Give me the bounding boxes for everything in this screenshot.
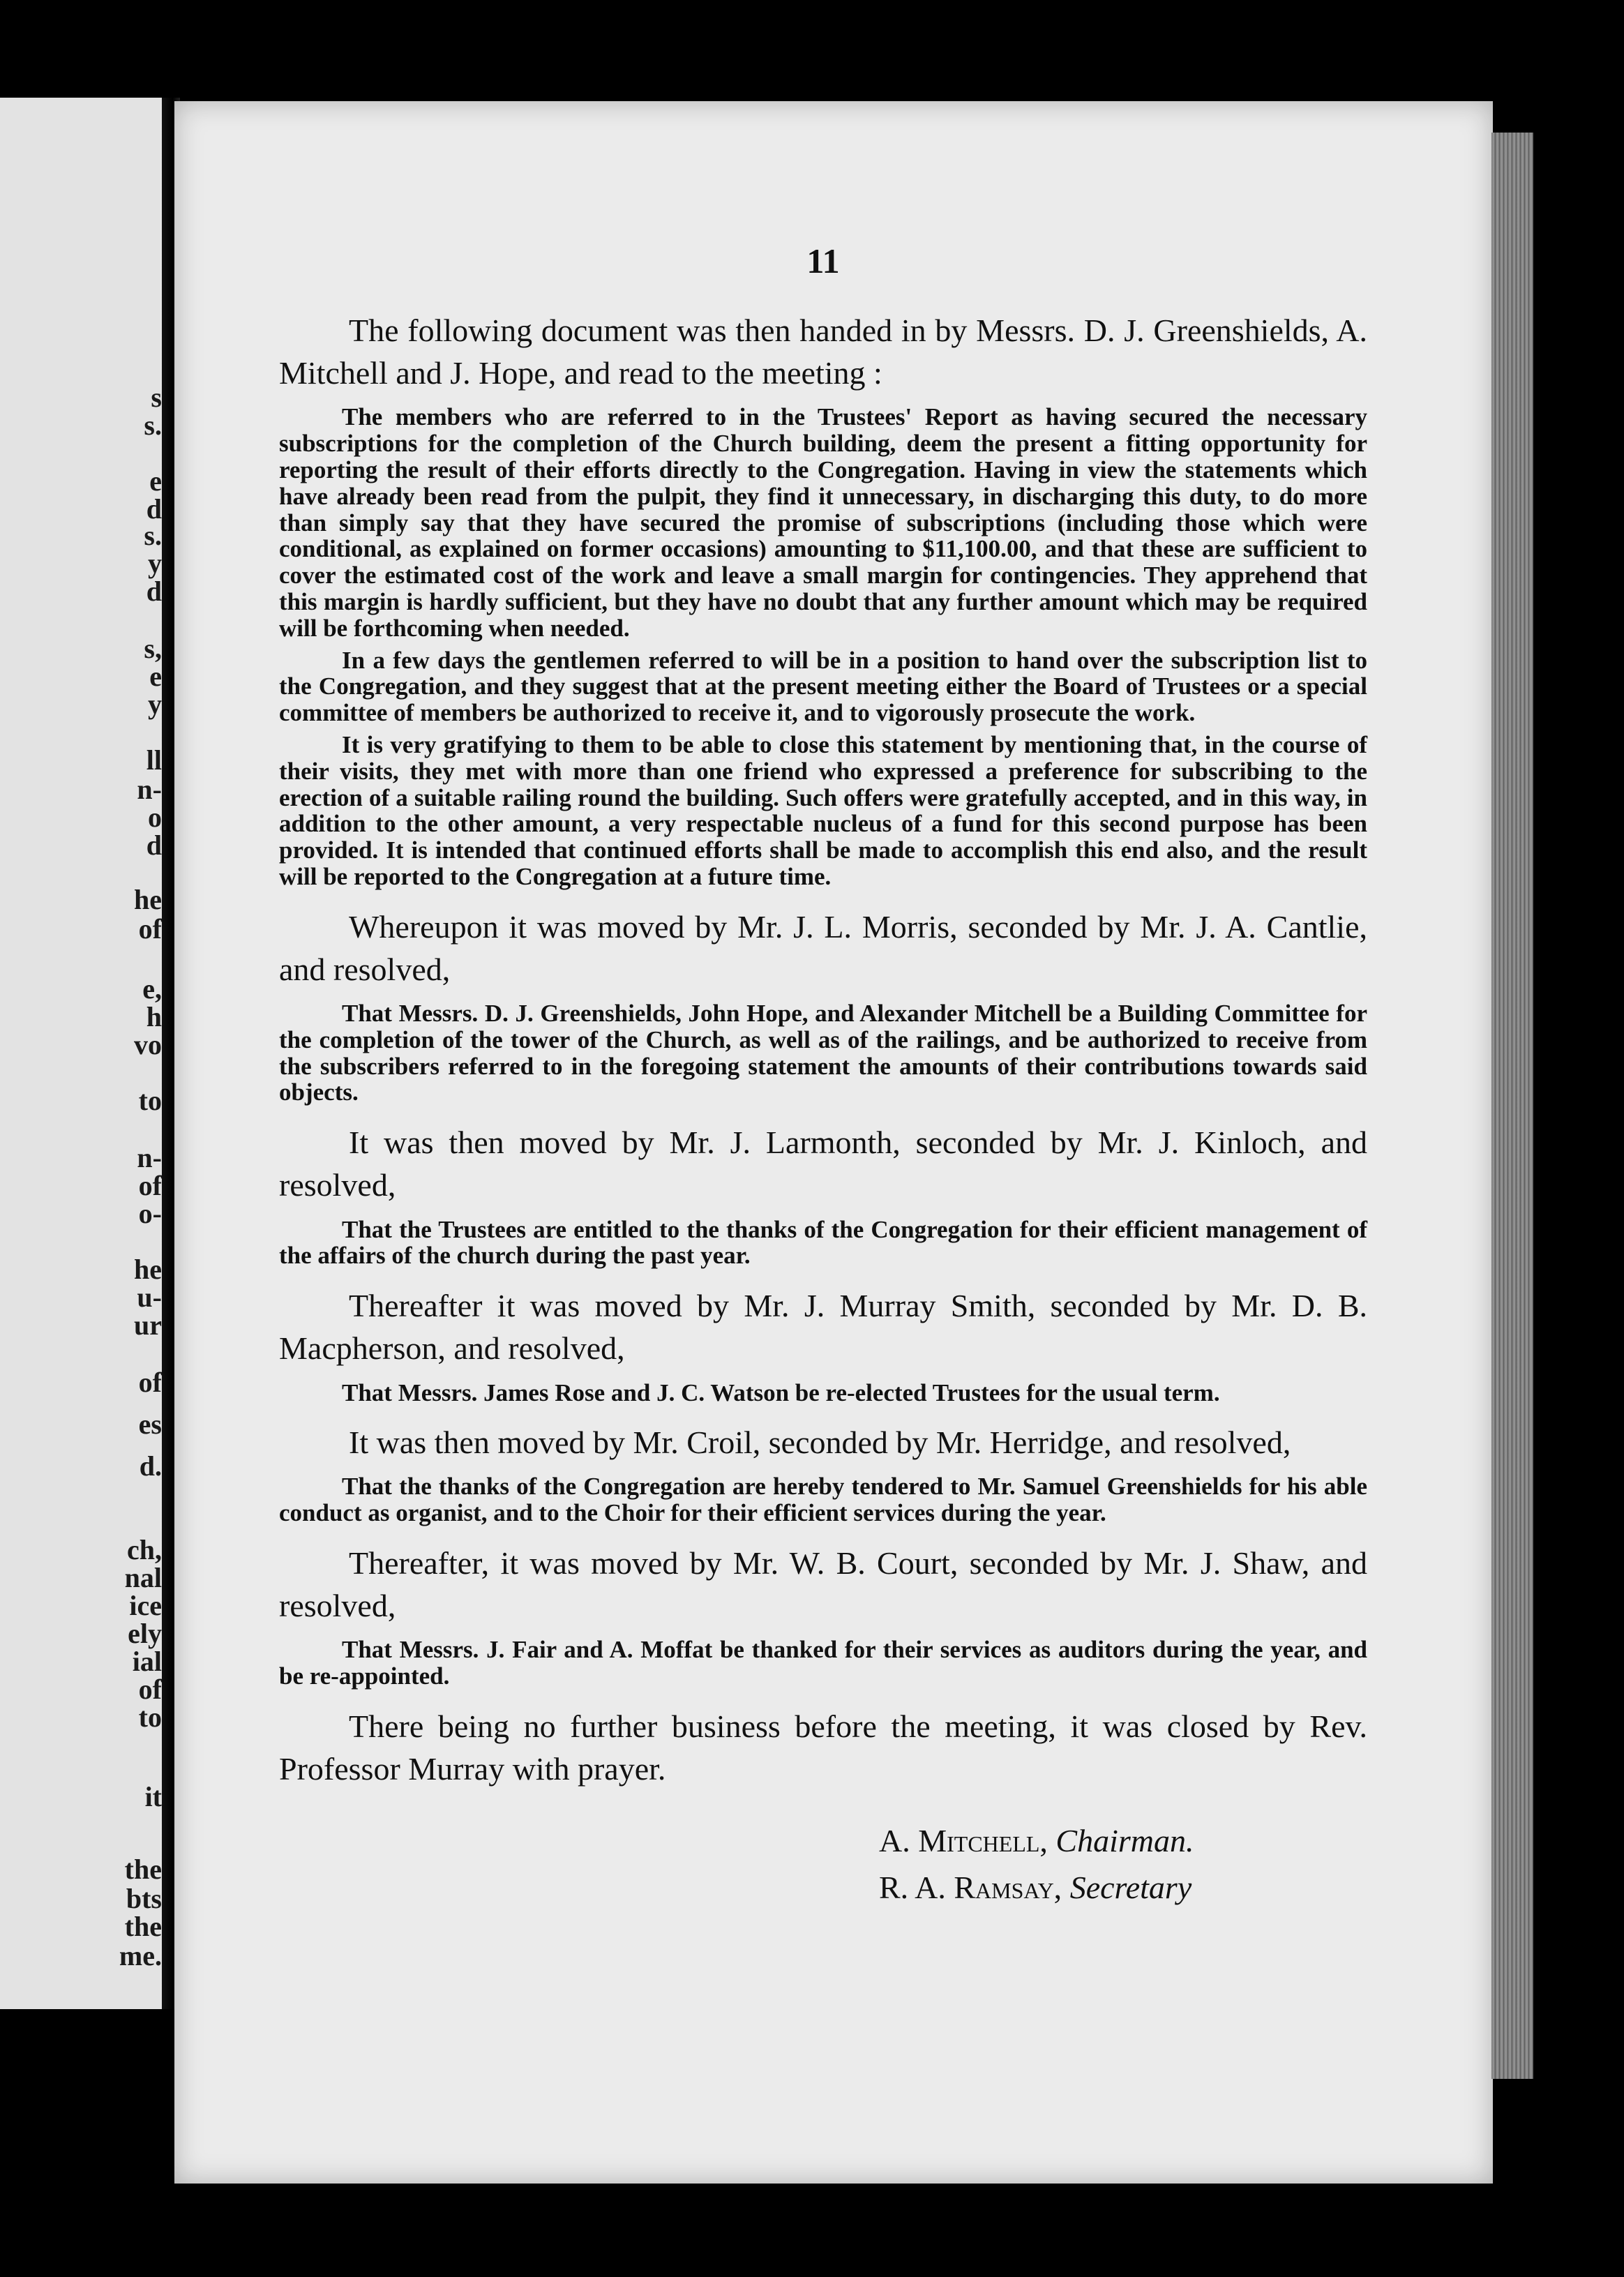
left-edge-text: y [148,689,162,720]
chairman-signature [879,1818,1367,1865]
left-edge-text: h [146,1001,162,1032]
left-edge-text: to [138,1085,162,1116]
left-edge-text: ur [134,1309,162,1341]
document-paragraph: The members who are referred to in the Trustees' Report as having secured the necessary subscriptions for the completion of the Church building, deem the present a fitting opportunity for reporting the result of their efforts directly to the Congregation. Having in view the statements which have already been read from the pulpit, they find it unnecessary, in discharging this duty, to do more than simply say that they have secured the promise of subscriptions (including those which were conditional, as explained on former occasions) amounting to $11,100.00, and that these are sufficient to cover the estimated cost of the work and leave a small margin for contingencies. They apprehend that this margin is hardly sufficient, but they have no doubt that any further amount which may be required will be forthcoming when needed. [279,403,1367,642]
left-edge-text: ch, [127,1534,162,1565]
left-edge-text: he [134,1254,162,1285]
left-edge-text: ely [128,1618,162,1649]
left-edge-text: e [149,661,162,692]
left-edge-text: it [144,1781,162,1812]
left-edge-text: u- [137,1282,162,1313]
page-content [279,241,1367,1911]
document-paragraph: In a few days the gentlemen referred to will be in a position to hand over the subscription list to the Congregation, and they suggest that at the present meeting either the Board of Trustees or a special committee of members be authorized to receive it, and to vigorously prosecute the work. [279,646,1367,727]
motion-text: That Messrs. J. Fair and A. Moffat be thanked for their services as auditors during the year, and be re-appointed. [279,1636,1367,1690]
left-edge-text: s, [144,633,162,664]
left-edge-text: bts [126,1883,162,1914]
signatory-title: Chairman. [1055,1823,1194,1859]
left-edge-text: ial [132,1646,162,1677]
motion-text: That the thanks of the Congregation are hereby tendered to Mr. Samuel Greenshields for his able conduct as organist, and to the Choir for their efficient services during the year. [279,1473,1367,1527]
document-paragraph: It is very gratifying to them to be able to close this statement by mentioning that, in the course of their visits, they met with more than one friend who expressed a preference for subscribing to the erection of a suitable railing round the building. Such offers were gratefully accepted, and in this way, in addition to the other amount, a very respectable nucleus of a fund for this second purpose has been provided. It is intended that continued efforts shall be made to accomplish this end also, and the result will be reported to the Congregation at a future time. [279,730,1367,890]
left-edge-text: y [148,548,162,579]
signature-block [879,1818,1367,1911]
left-edge-text: nal [124,1562,162,1593]
left-edge-text: vo [134,1029,162,1060]
left-edge-text: d [146,493,162,525]
left-edge-text: s. [144,409,162,441]
signatory-name: R. A. Ramsay, [879,1870,1062,1906]
left-edge-text: n- [137,774,162,805]
closing-paragraph: There being no further business before the meeting, it was closed by Rev. Professor Murray with prayer. [279,1708,1367,1787]
left-edge-text: to [138,1701,162,1733]
intro-paragraph: The following document was then handed in by Messrs. D. J. Greenshields, A. Mitchell and J. Hope, and read to the meeting : [279,313,1367,391]
left-edge-text: n- [137,1142,162,1173]
left-edge-text: es [138,1408,162,1440]
left-edge-text: s. [144,520,162,551]
signatory-title: Secretary [1069,1870,1192,1906]
left-edge-text: he [134,884,162,915]
left-edge-text: of [138,1674,162,1705]
left-edge-text: o- [138,1198,162,1229]
motion-moved: Thereafter it was moved by Mr. J. Murray Smith, seconded by Mr. D. B. Macpherson, and resolved, [279,1288,1367,1367]
motion-moved: It was then moved by Mr. Croil, seconded by Mr. Herridge, and resolved, [349,1425,1291,1461]
left-edge-text: of [138,1170,162,1201]
left-edge-text: of [138,1367,162,1398]
document-page [174,101,1493,2184]
page-stack-edge [1491,133,1533,2079]
left-edge-text: me. [119,1940,162,1971]
motion-text: That Messrs. James Rose and J. C. Watson be re-elected Trustees for the usual term. [342,1378,1220,1406]
left-edge-text: d. [139,1450,162,1482]
left-edge-text: s [151,382,162,413]
left-edge-text: d [146,576,162,607]
left-edge-text: ll [146,744,162,776]
motion-text: That the Trustees are entitled to the thanks of the Congregation for their efficient management of the affairs of the church during the past year. [279,1215,1367,1270]
motion-moved: Thereafter, it was moved by Mr. W. B. Court, seconded by Mr. J. Shaw, and resolved, [279,1545,1367,1624]
motion-moved: It was then moved by Mr. J. Larmonth, seconded by Mr. J. Kinloch, and resolved, [279,1125,1367,1203]
left-edge-text: d [146,829,162,861]
signatory-name: A. Mitchell, [879,1823,1048,1859]
left-edge-text: e, [142,973,162,1005]
previous-page-fragment [0,98,167,2009]
motion-text: That Messrs. D. J. Greenshields, John Hope, and Alexander Mitchell be a Building Committee for the completion of the tower of the Church, as well as of the railings, and be authorized to receive from the subscribers referred to in the foregoing statement the amounts of their contributions towards said objects. [279,1000,1367,1106]
left-edge-text: e [149,465,162,497]
left-edge-text: of [138,913,162,945]
secretary-signature [879,1865,1367,1911]
motion-moved: Whereupon it was moved by Mr. J. L. Morris, seconded by Mr. J. A. Cantlie, and resolved, [279,908,1367,987]
left-edge-text: ice [129,1590,162,1621]
page-number: 11 [806,241,840,280]
left-edge-text: o [148,802,162,833]
left-edge-text: the [124,1911,162,1942]
left-edge-text: the [124,1854,162,1885]
